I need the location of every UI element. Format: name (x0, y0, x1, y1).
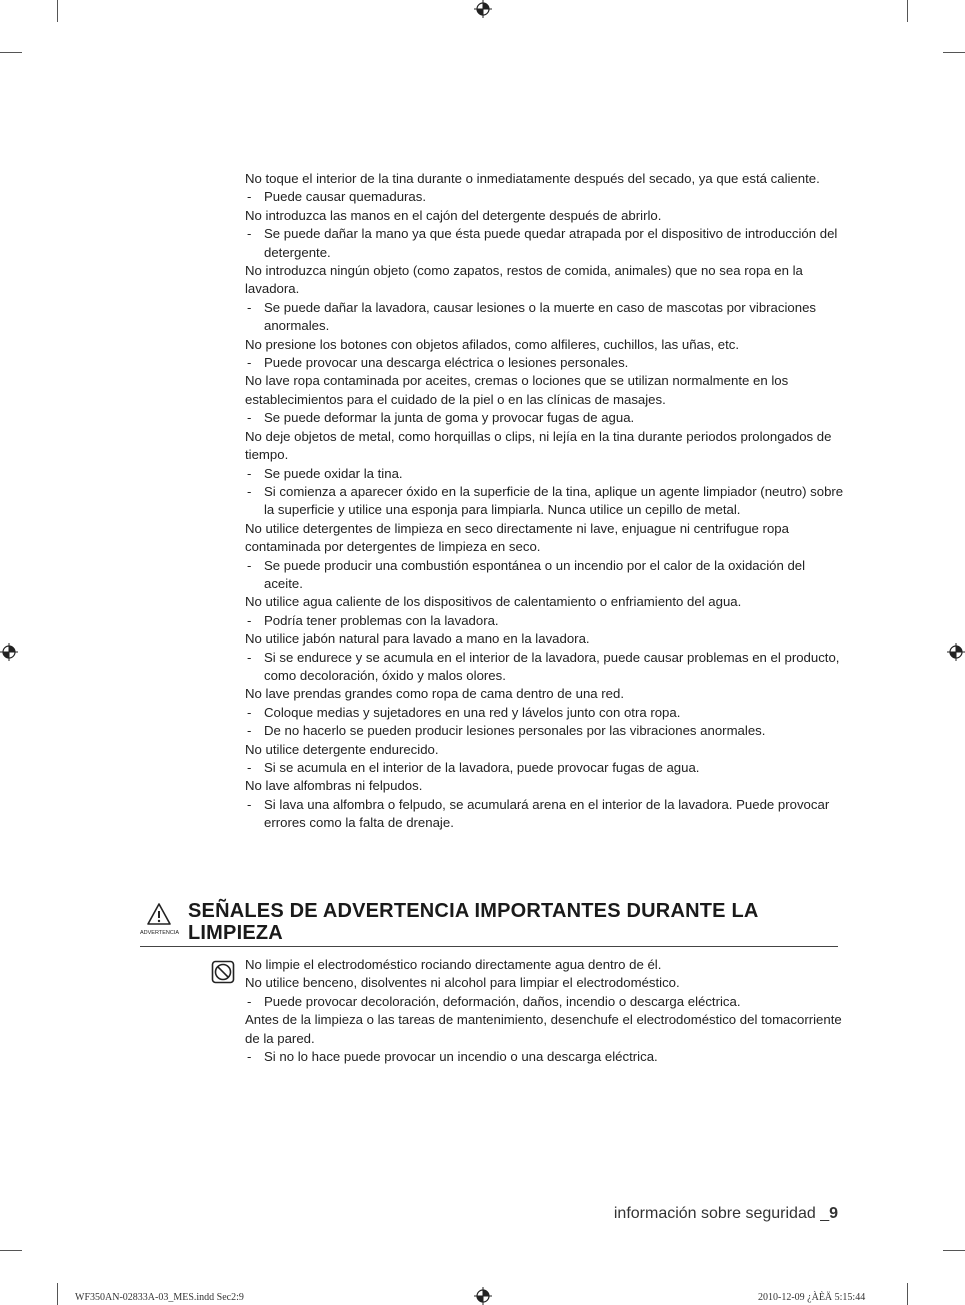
registration-mark-icon (0, 643, 18, 661)
section-heading (140, 900, 838, 947)
bullet-item: - Puede causar quemaduras. (245, 188, 845, 206)
print-slug-timestamp: 2010-12-09 ¿ÀÈÄ 5:15:44 (758, 1292, 866, 1303)
registration-mark-icon (947, 643, 965, 661)
warning-paragraph: No utilice jabón natural para lavado a mano en la lavadora. (245, 631, 590, 647)
bullet-item: - De no hacerlo se pueden producir lesiones personales por las vibraciones anormales. (245, 722, 845, 740)
warning-paragraph: No utilice agua caliente de los dispositivos de calentamiento o enfriamiento del agua. (245, 594, 742, 610)
bullet-item: - Se puede producir una combustión espontánea o un incendio por el calor de la oxidación del aceite. (245, 557, 845, 594)
warning-triangle-icon (140, 902, 180, 938)
warning-paragraph: No presione los botones con objetos afilados, como alfileres, cuchillos, las uñas, etc. (245, 336, 740, 352)
warning-paragraph: No limpie el electrodoméstico rociando directamente agua dentro de él. (245, 957, 662, 972)
crop-mark (907, 0, 908, 22)
warning-paragraph: No deje objetos de metal, como horquillas o clips, ni lejía en la tina durante periodos prolongados de tiempo. (245, 428, 832, 463)
bullet-item: - Se puede oxidar la tina. (245, 465, 845, 483)
warning-paragraph: No utilice benceno, disolventes ni alcohol para limpiar el electrodoméstico. (245, 975, 680, 991)
section-title: SEÑALES DE ADVERTENCIA IMPORTANTES DURANTE LA LIMPIEZA (188, 900, 758, 944)
bullet-item: - Podría tener problemas con la lavadora. (245, 612, 845, 630)
bullet-item: - Si comienza a aparecer óxido en la superficie de la tina, aplique un agente limpiador (neutro) sobre la superficie y utilice una esponja para limpiarla. Nunca utilice un cepillo de metal. (245, 483, 845, 520)
crop-mark (57, 0, 58, 22)
warning-paragraph: No introduzca ningún objeto (como zapatos, restos de comida, animales) que no sea ropa en la lavadora. (245, 263, 803, 297)
warning-paragraph: No utilice detergente endurecido. (245, 741, 439, 757)
page-footer (614, 1205, 838, 1223)
warning-paragraph: No introduzca las manos en el cajón del detergente después de abrirlo. (245, 207, 662, 223)
warning-paragraph: No toque el interior de la tina durante o inmediatamente después del secado, ya que está caliente. (245, 171, 820, 186)
crop-mark (0, 52, 22, 53)
crop-mark (57, 1283, 58, 1305)
crop-mark (0, 1250, 22, 1251)
page-number: 9 (829, 1205, 838, 1222)
bullet-item: - Si se endurece y se acumula en el interior de la lavadora, puede causar problemas en el producto, como decoloración, óxido y malos olores. (245, 649, 845, 686)
prohibition-icon (211, 960, 235, 984)
footer-section-name: información sobre seguridad _ (613, 1205, 830, 1222)
warning-paragraph: Antes de la limpieza o las tareas de mantenimiento, desenchufe el electrodoméstico del tomacorriente de la pared. (245, 1012, 842, 1046)
bullet-item: - Si no lo hace puede provocar un incendio o una descarga eléctrica. (245, 1048, 845, 1066)
bullet-item: - Coloque medias y sujetadores en una red y lávelos junto con otra ropa. (245, 704, 845, 722)
cleaning-warnings (245, 956, 845, 1066)
registration-mark-icon (474, 0, 492, 18)
bullet-item: - Puede provocar decoloración, deformación, daños, incendio o descarga eléctrica. (245, 993, 845, 1011)
warning-paragraph: No lave prendas grandes como ropa de cama dentro de una red. (245, 686, 625, 702)
crop-mark (943, 1250, 965, 1251)
bullet-item: - Si se acumula en el interior de la lavadora, puede provocar fugas de agua. (245, 759, 845, 777)
warning-icon-label: ADVERTENCIA (140, 930, 180, 936)
warnings-body (245, 170, 845, 833)
registration-mark-icon (474, 1287, 492, 1305)
bullet-item: - Se puede deformar la junta de goma y provocar fugas de agua. (245, 409, 845, 427)
warning-paragraph: No lave alfombras ni felpudos. (245, 778, 423, 794)
bullet-item: - Se puede dañar la mano ya que ésta puede quedar atrapada por el dispositivo de introducción del detergente. (245, 225, 845, 262)
warning-paragraph: No utilice detergentes de limpieza en seco directamente ni lave, enjuague ni centrifugue ropa contaminada por detergentes de limpieza en seco. (245, 520, 789, 555)
print-slug-file: WF350AN-02833A-03_MES.indd Sec2:9 (75, 1292, 244, 1303)
bullet-item: - Si lava una alfombra o felpudo, se acumulará arena en el interior de la lavadora. Puede provocar errores como la falta de drenaje. (245, 796, 845, 833)
bullet-item: - Se puede dañar la lavadora, causar lesiones o la muerte en caso de mascotas por vibraciones anormales. (245, 299, 845, 336)
bullet-item: - Puede provocar una descarga eléctrica o lesiones personales. (245, 354, 845, 372)
crop-mark (943, 52, 965, 53)
warning-paragraph: No lave ropa contaminada por aceites, cremas o lociones que se utilizan normalmente en los establecimientos para el cuidado de la piel o en las clínicas de masajes. (245, 373, 789, 407)
crop-mark (907, 1283, 908, 1305)
